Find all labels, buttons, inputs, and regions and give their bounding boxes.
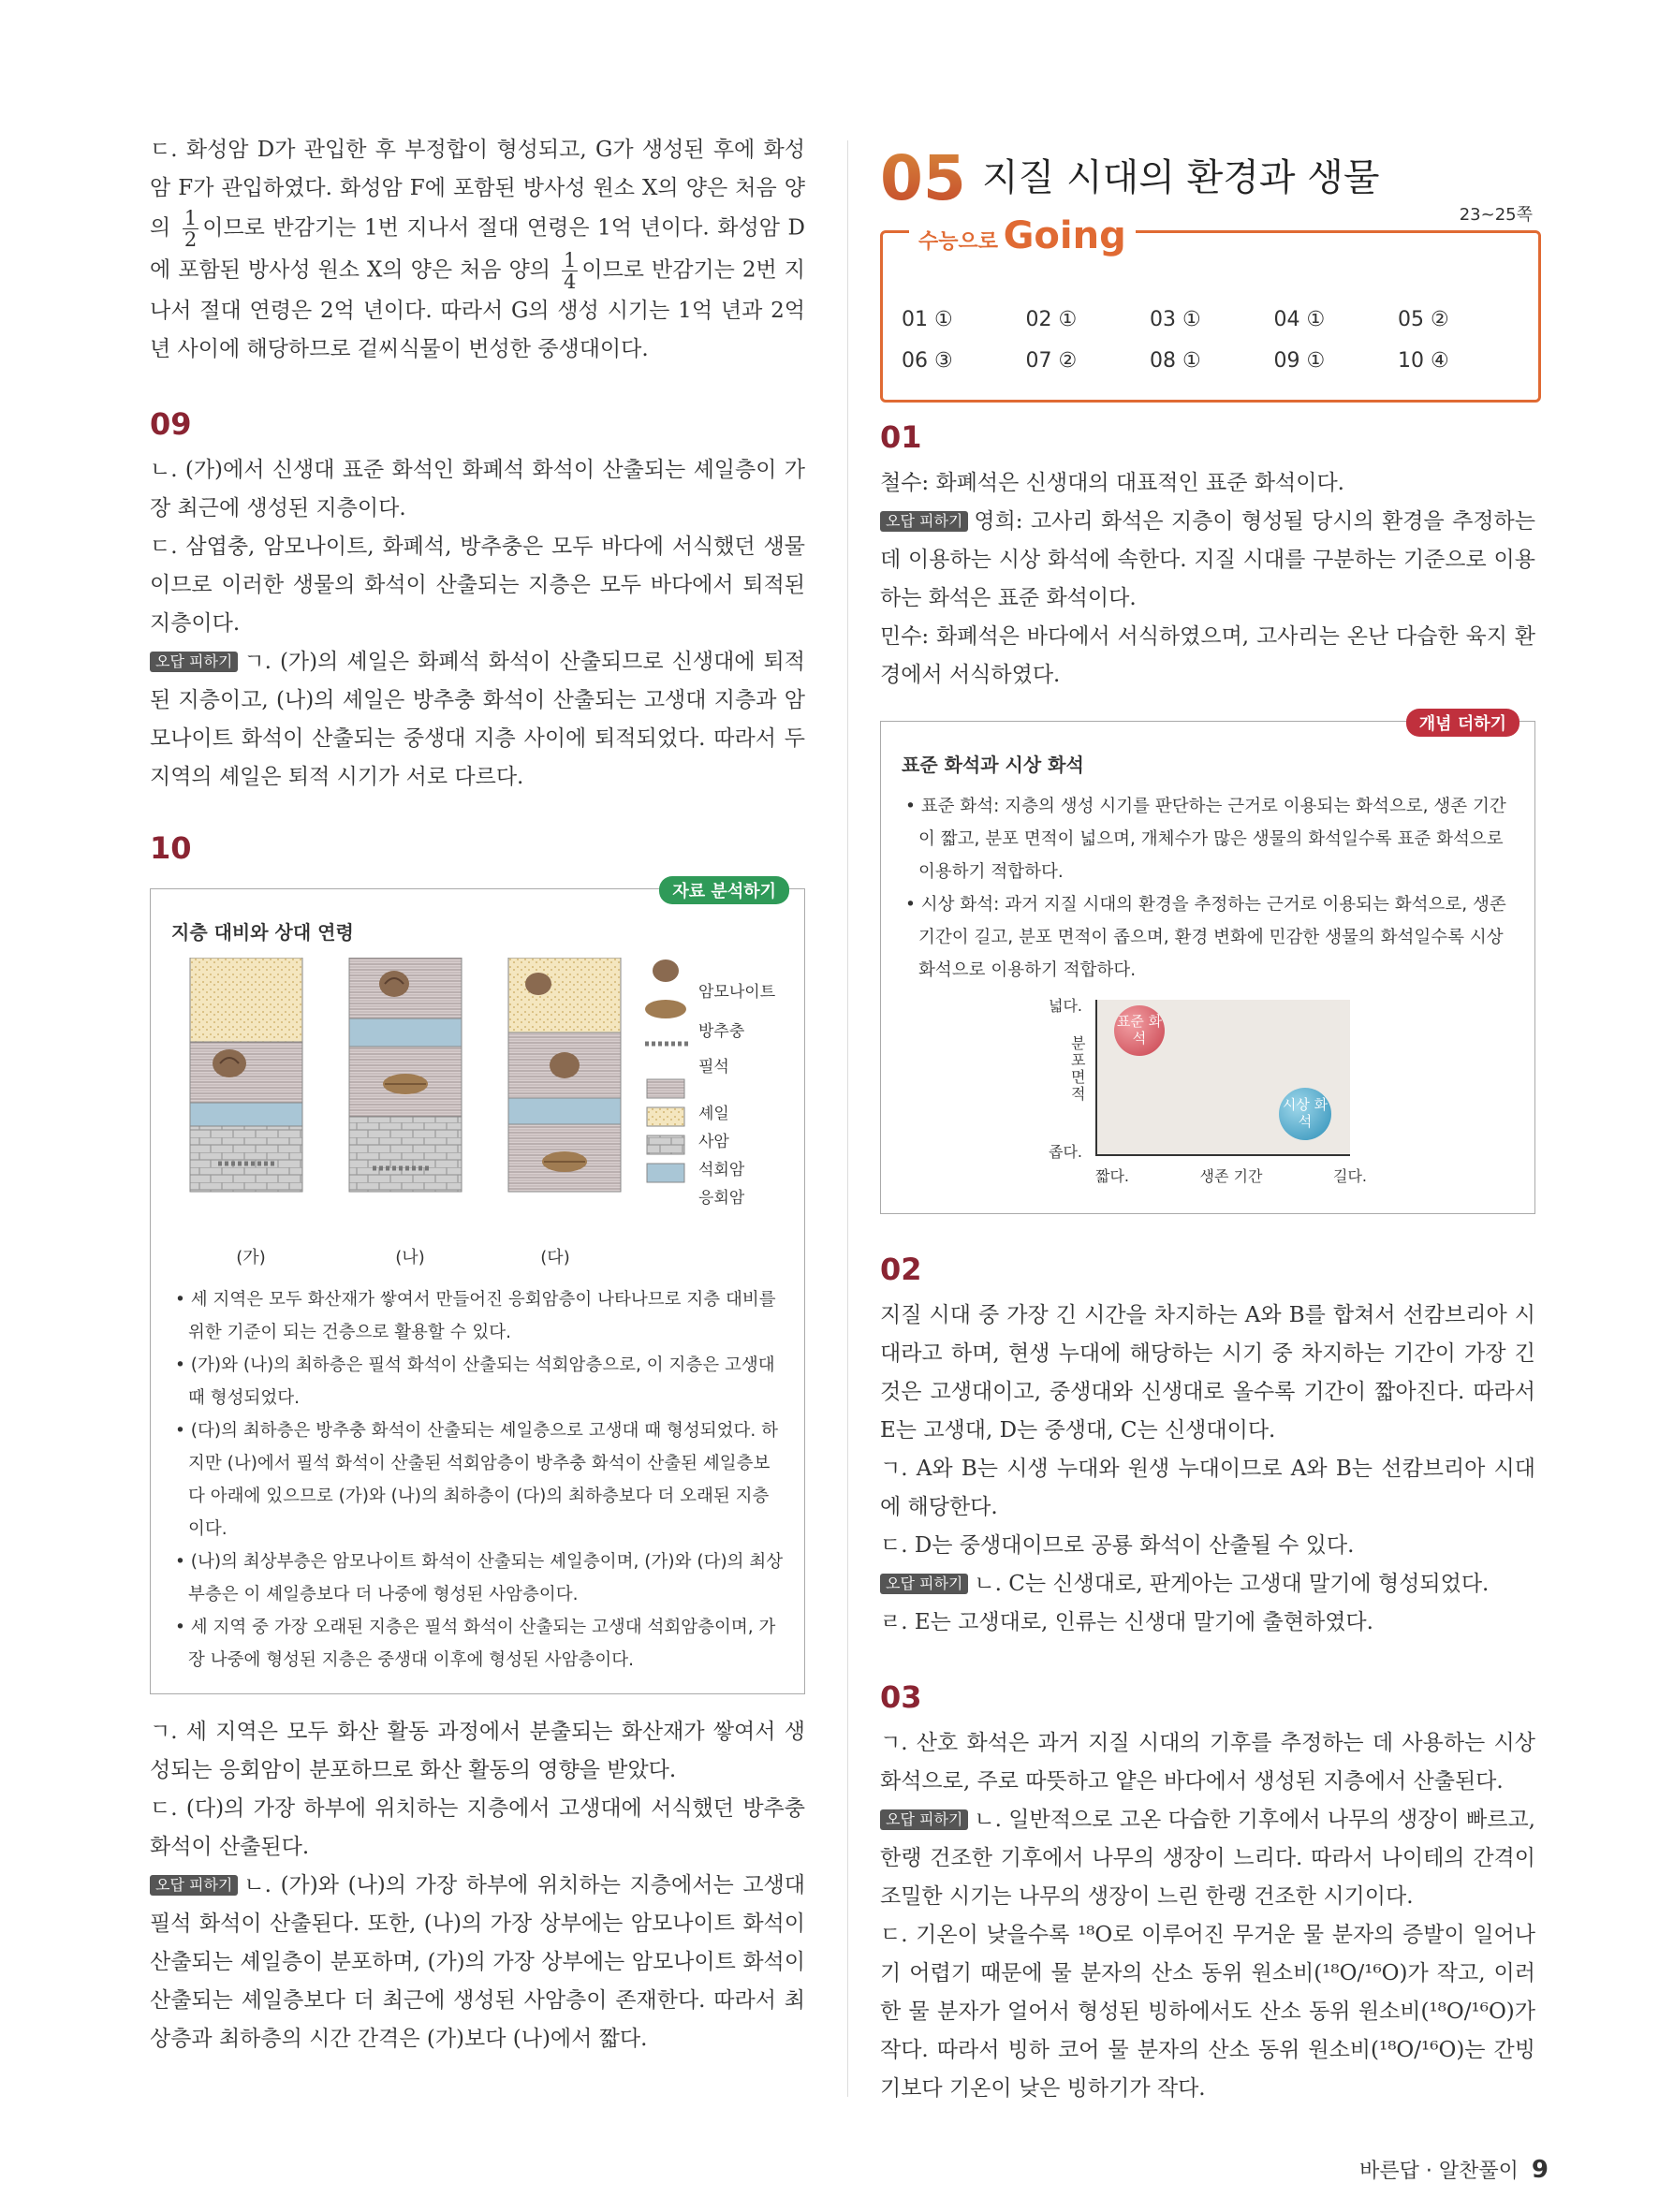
- going-big: Going: [1003, 214, 1126, 257]
- graph-x-axis: [1095, 1165, 1367, 1186]
- legend-limestone: 석회암: [698, 1161, 745, 1179]
- q02-para-4-text: ㄴ. C는 신생대로, 판게아는 고생대 말기에 형성되었다.: [974, 1572, 1490, 1596]
- answer-item: 05 ②: [1398, 308, 1449, 331]
- standard-fossil-circle: 표준 화석: [1114, 1005, 1165, 1056]
- intro-line-2: 이므로 반감기는 1번 지나서 절대 연령은 1억 년이다. 화성암 D에 포함된 방사성 원소 X의 양은 처음 양의: [150, 215, 805, 283]
- q03-para-3: ㄷ. 기온이 낮을수록 ¹⁸O로 이루어진 무거운 물 분자의 증발이 일어나기 어렵기 때문에 물 분자의 산소 동위 원소비(¹⁸O/¹⁶O)가 작고, 이러한 물 분자가 얼어서 형성된 빙하에서도 산소 동위 원소비(¹⁸O/¹⁶O)가 작다. 따라서 빙하 코어 물 분자의 산소 동위 원소비(¹⁸O/¹⁶O)는 간빙기보다 기온이 낮은 빙하기가 작다.: [880, 1923, 1535, 2101]
- q02-para-4: [880, 1565, 1535, 1604]
- legend-ammonite: 암모나이트: [698, 983, 776, 1002]
- question-number-09: 09: [150, 406, 192, 442]
- answer-item: 04 ①: [1273, 308, 1326, 331]
- column-label-na: (나): [395, 1248, 425, 1267]
- legend-graptolite: 필석: [698, 1058, 729, 1077]
- strata-column-na: [349, 958, 462, 1192]
- left-column: [150, 131, 805, 2058]
- ammonite-fossil-icon: [213, 1049, 246, 1077]
- ammonite-fossil-icon: [379, 971, 409, 997]
- column-label-ga: (가): [236, 1248, 266, 1267]
- q09-para-1: ㄴ. (가)에서 신생대 표준 화석인 화폐석 화석이 산출되는 셰일층이 가장 최근에 생성된 지층이다.: [150, 458, 805, 520]
- ammonite-fossil-icon: [550, 1052, 580, 1078]
- graph-y-top: 넓다.: [1049, 997, 1082, 1015]
- analysis-bullet-text: (가)와 (나)의 최하층은 필석 화석이 산출되는 석회암층으로, 이 지층은 고생대 때 형성되었다.: [188, 1355, 775, 1408]
- fraction-den: 2: [184, 228, 198, 251]
- intro-line-1: ㄷ. 화성암 D가 관입한 후 부정합이 형성되고, G가 생성된 후에 화성암 F가 관입하였다. 화성암 F에 포함된 방사성 원소 X의 양은 처음 양의: [150, 138, 805, 241]
- wrong-answer-tag: 오답 피하기: [150, 1875, 238, 1896]
- q02-para-1: 지질 시대 중 가장 긴 시간을 차지하는 A와 B를 합쳐서 선캄브리아 시대라고 하며, 현생 누대에 해당하는 시기 중 차지하는 기간이 가장 긴 것은 고생대이고, 중생대와 신생대로 올수록 기간이 짧아진다. 따라서 E는 고생대, D는 중생대, C는 신생대이다.: [880, 1303, 1535, 1443]
- answer-item: 03 ①: [1150, 308, 1201, 331]
- graph-y-label: 분포 면적: [1071, 1034, 1086, 1103]
- concept-title: 표준 화석과 시상 화석: [902, 754, 1084, 776]
- right-column: [880, 412, 1535, 2108]
- column-labels: [171, 1244, 621, 1268]
- answer-item: 06 ③: [902, 349, 953, 373]
- analysis-bullet-text: (나)의 최상부층은 암모나이트 화석이 산출되는 셰일층이며, (가)와 (다)의 최상부층은 이 셰일층보다 더 나중에 형성된 사암층이다.: [188, 1552, 784, 1604]
- q10-para-3: [150, 1867, 805, 2058]
- q03-para-2: [880, 1801, 1535, 1916]
- graph-y-bottom: 좁다.: [1049, 1143, 1082, 1161]
- q09-para-3-text: ㄱ. (가)의 셰일은 화폐석 화석이 산출되므로 신생대에 퇴적된 지층이고, (나)의 셰일은 방추충 화석이 산출되는 고생대 지층과 암모나이트 화석이 산출되는 중생대 지층 사이에 퇴적되었다. 따라서 두 지역의 셰일은 퇴적 시기가 서로 다르다.: [150, 650, 805, 789]
- legend-fusulinid: 방추충: [698, 1022, 745, 1041]
- strata-diagram: [171, 958, 780, 1238]
- answer-item: 01 ①: [902, 308, 953, 331]
- going-title: [909, 214, 1136, 257]
- q09-para-2: ㄷ. 삼엽충, 암모나이트, 화폐석, 방추충은 모두 바다에 서식했던 생물이므로 이러한 생물의 화석이 산출되는 지층은 모두 바다에서 퇴적된 지층이다.: [150, 535, 805, 636]
- concept-bullet-text: 표준 화석: 지층의 생성 시기를 판단하는 근거로 이용되는 화석으로, 생존 기간이 짧고, 분포 면적이 넓으며, 개체수가 많은 생물의 화석일수록 표준 화석으로 이용하기 적합하다.: [918, 797, 1506, 882]
- ammonite-fossil-icon: [525, 973, 551, 995]
- analysis-bullet: • (가)와 (나)의 최하층은 필석 화석이 산출되는 석회암층으로, 이 지층은 고생대 때 형성되었다.: [175, 1355, 775, 1408]
- analysis-bullet: • (나)의 최상부층은 암모나이트 화석이 산출되는 셰일층이며, (가)와 (다)의 최상부층은 이 셰일층보다 더 나중에 형성된 사암층이다.: [175, 1552, 784, 1604]
- page-footer: [1359, 2155, 1549, 2184]
- answer-key-box: [880, 205, 1541, 403]
- strata-column-da: [508, 958, 621, 1192]
- data-analysis-box: [150, 882, 805, 1694]
- q03-para-1: ㄱ. 산호 화석은 과거 지질 시대의 기후를 추정하는 데 사용하는 시상 화석으로, 주로 따뜻하고 얕은 바다에서 생성된 지층에서 산출된다.: [880, 1731, 1535, 1794]
- intro-paragraph: [150, 131, 805, 369]
- footer-text: 바른답 · 알찬풀이: [1359, 2160, 1519, 2183]
- analysis-bullet-text: 세 지역 중 가장 오래된 지층은 필석 화석이 산출되는 고생대 석회암층이며, 가장 나중에 형성된 지층은 중생대 이후에 형성된 사암층이다.: [188, 1618, 776, 1670]
- fossil-legend: [645, 960, 688, 1182]
- graph-x-right: 길다.: [1332, 1167, 1367, 1185]
- question-number-10: 10: [150, 830, 192, 866]
- chapter-header: [880, 142, 1380, 214]
- q10-para-1: ㄱ. 세 지역은 모두 화산 활동 과정에서 분출되는 화산재가 쌓여서 생성되는 응회암이 분포하므로 화산 활동의 영향을 받았다.: [150, 1720, 805, 1782]
- legend-tuff: 응회암: [698, 1189, 745, 1208]
- question-number-01: 01: [880, 419, 922, 455]
- page-range: 23~25쪽: [1459, 205, 1533, 225]
- data-analysis-title: 지층 대비와 상대 연령: [171, 921, 354, 944]
- graph-x-left: 짧다.: [1095, 1167, 1129, 1185]
- fossil-graph: [1049, 997, 1367, 1196]
- concept-pill: 개념 더하기: [1406, 709, 1520, 737]
- wrong-answer-tag: 오답 피하기: [150, 652, 238, 672]
- chapter-title: 지질 시대의 환경과 생물: [981, 156, 1380, 199]
- answer-item: 09 ①: [1273, 349, 1326, 373]
- q01-para-2-text: 영희: 고사리 화석은 지층이 형성될 당시의 환경을 추정하는 데 이용하는 시상 화석에 속한다. 지질 시대를 구분하는 기준으로 이용하는 화석은 표준 화석이다.: [880, 509, 1535, 610]
- concept-bullet-text: 시상 화석: 과거 지질 시대의 환경을 추정하는 근거로 이용되는 화석으로, 생존 기간이 길고, 분포 면적이 좁으며, 환경 변화에 민감한 생물의 화석일수록 시상 화석으로 이용하기 적합하다.: [918, 895, 1506, 980]
- facies-fossil-circle: 시상 화석: [1279, 1088, 1331, 1140]
- answer-item: 08 ①: [1150, 349, 1201, 373]
- question-number-03: 03: [880, 1679, 922, 1715]
- fusulinid-fossil-icon: [542, 1151, 587, 1172]
- q01-para-2: [880, 503, 1535, 618]
- data-analysis-pill: 자료 분석하기: [659, 876, 789, 904]
- fusulinid-fossil-icon: [383, 1074, 428, 1094]
- q02-para-2: ㄱ. A와 B는 시생 누대와 원생 누대이므로 A와 B는 선캄브리아 시대에 해당한다.: [880, 1457, 1535, 1519]
- question-number-02: 02: [880, 1252, 922, 1287]
- answer-row: [902, 349, 1520, 390]
- answer-grid: [902, 308, 1520, 390]
- analysis-bullet: • 세 지역 중 가장 오래된 지층은 필석 화석이 산출되는 고생대 석회암층이며, 가장 나중에 형성된 지층은 중생대 이후에 형성된 사암층이다.: [175, 1618, 776, 1670]
- column-label-da: (다): [540, 1248, 570, 1267]
- concept-bullet: • 표준 화석: 지층의 생성 시기를 판단하는 근거로 이용되는 화석으로, 생존 기간이 짧고, 분포 면적이 넓으며, 개체수가 많은 생물의 화석일수록 표준 화석으로 이용하기 적합하다.: [905, 797, 1506, 882]
- column-divider: [847, 140, 848, 2097]
- q01-para-3: 민수: 화폐석은 바다에서 서식하였으며, 고사리는 온난 다습한 육지 환경에서 서식하였다.: [880, 624, 1535, 687]
- q02-para-3: ㄷ. D는 중생대이므로 공룡 화석이 산출될 수 있다.: [880, 1533, 1355, 1558]
- analysis-bullet: • 세 지역은 모두 화산재가 쌓여서 만들어진 응회암층이 나타나므로 지층 대비를 위한 기준이 되는 건층으로 활용할 수 있다.: [175, 1290, 776, 1342]
- wrong-answer-tag: 오답 피하기: [880, 1574, 968, 1594]
- q01-para-1: 철수: 화폐석은 신생대의 대표적인 표준 화석이다.: [880, 471, 1344, 495]
- q09-para-3: [150, 643, 805, 797]
- analysis-bullet-text: (다)의 최하층은 방추충 화석이 산출되는 셰일층으로 고생대 때 형성되었다. 하지만 (나)에서 필석 화석이 산출된 석회암층이 방추충 화석이 산출된 셰일층보다 아래에 있으므로 (가)와 (나)의 최하층이 (다)의 최하층보다 더 오래된 지층이다.: [188, 1421, 779, 1539]
- strata-column-ga: [190, 958, 302, 1192]
- analysis-bullet: • (다)의 최하층은 방추충 화석이 산출되는 셰일층으로 고생대 때 형성되었다. 하지만 (나)에서 필석 화석이 산출된 석회암층이 방추충 화석이 산출된 셰일층보다 아래에 있으므로 (가)와 (나)의 최하층이 (다)의 최하층보다 더 오래된 지층이다.: [175, 1421, 779, 1539]
- concept-bullet: • 시상 화석: 과거 지질 시대의 환경을 추정하는 근거로 이용되는 화석으로, 생존 기간이 길고, 분포 면적이 좁으며, 환경 변화에 민감한 생물의 화석일수록 시상 화석으로 이용하기 적합하다.: [905, 895, 1506, 980]
- graph-x-label: 생존 기간: [1199, 1167, 1263, 1185]
- q10-para-2: ㄷ. (다)의 가장 하부에 위치하는 지층에서 고생대에 서식했던 방추충 화석이 산출된다.: [150, 1796, 805, 1859]
- legend-sandstone: 사암: [698, 1133, 729, 1151]
- intro-line-3: 이므로 반감기는 2번 지나서 절대 연령은 2억 년이다. 따라서 G의 생성 시기는 1억 년과 2억 년 사이에 해당하므로 겉씨식물이 번성한 중생대이다.: [150, 257, 805, 361]
- q03-para-2-text: ㄴ. 일반적으로 고온 다습한 기후에서 나무의 생장이 빠르고, 한랭 건조한 기후에서 나무의 생장이 느리다. 따라서 나이테의 간격이 조밀한 시기는 나무의 생장이 느린 한랭 건조한 시기이다.: [880, 1808, 1535, 1909]
- going-small: 수능으로: [918, 230, 999, 254]
- answer-item: 02 ①: [1025, 308, 1078, 331]
- legend-shale: 셰일: [698, 1105, 729, 1123]
- analysis-bullet-text: 세 지역은 모두 화산재가 쌓여서 만들어진 응회암층이 나타나므로 지층 대비를 위한 기준이 되는 건층으로 활용할 수 있다.: [188, 1290, 776, 1342]
- wrong-answer-tag: 오답 피하기: [880, 1809, 968, 1830]
- answer-row: [902, 308, 1520, 349]
- q02-para-5: ㄹ. E는 고생대로, 인류는 신생대 말기에 출현하였다.: [880, 1610, 1373, 1634]
- answer-item: 07 ②: [1025, 349, 1078, 373]
- answer-item: 10 ④: [1398, 349, 1449, 373]
- fraction-den: 4: [563, 271, 577, 293]
- q10-para-3-text: ㄴ. (가)와 (나)의 가장 하부에 위치하는 지층에서는 고생대 필석 화석이 산출된다. 또한, (나)의 가장 상부에는 암모나이트 화석이 산출되는 셰일층이 분포하며, (가)의 가장 상부에는 암모나이트 화석이 산출되는 셰일층보다 더 최근에 생성된 사암층이 존재한다. 따라서 최상층과 최하층의 시간 간격은 (가)보다 (나)에서 짧다.: [150, 1873, 805, 2051]
- concept-box: [880, 714, 1535, 1214]
- fraction-half: [183, 208, 198, 250]
- page-number: 9: [1531, 2156, 1549, 2184]
- wrong-answer-tag: 오답 피하기: [880, 511, 968, 532]
- fraction-quarter: [562, 250, 578, 292]
- fraction-num: 1: [563, 249, 577, 271]
- chapter-number: 05: [880, 142, 966, 214]
- fraction-num: 1: [184, 207, 198, 229]
